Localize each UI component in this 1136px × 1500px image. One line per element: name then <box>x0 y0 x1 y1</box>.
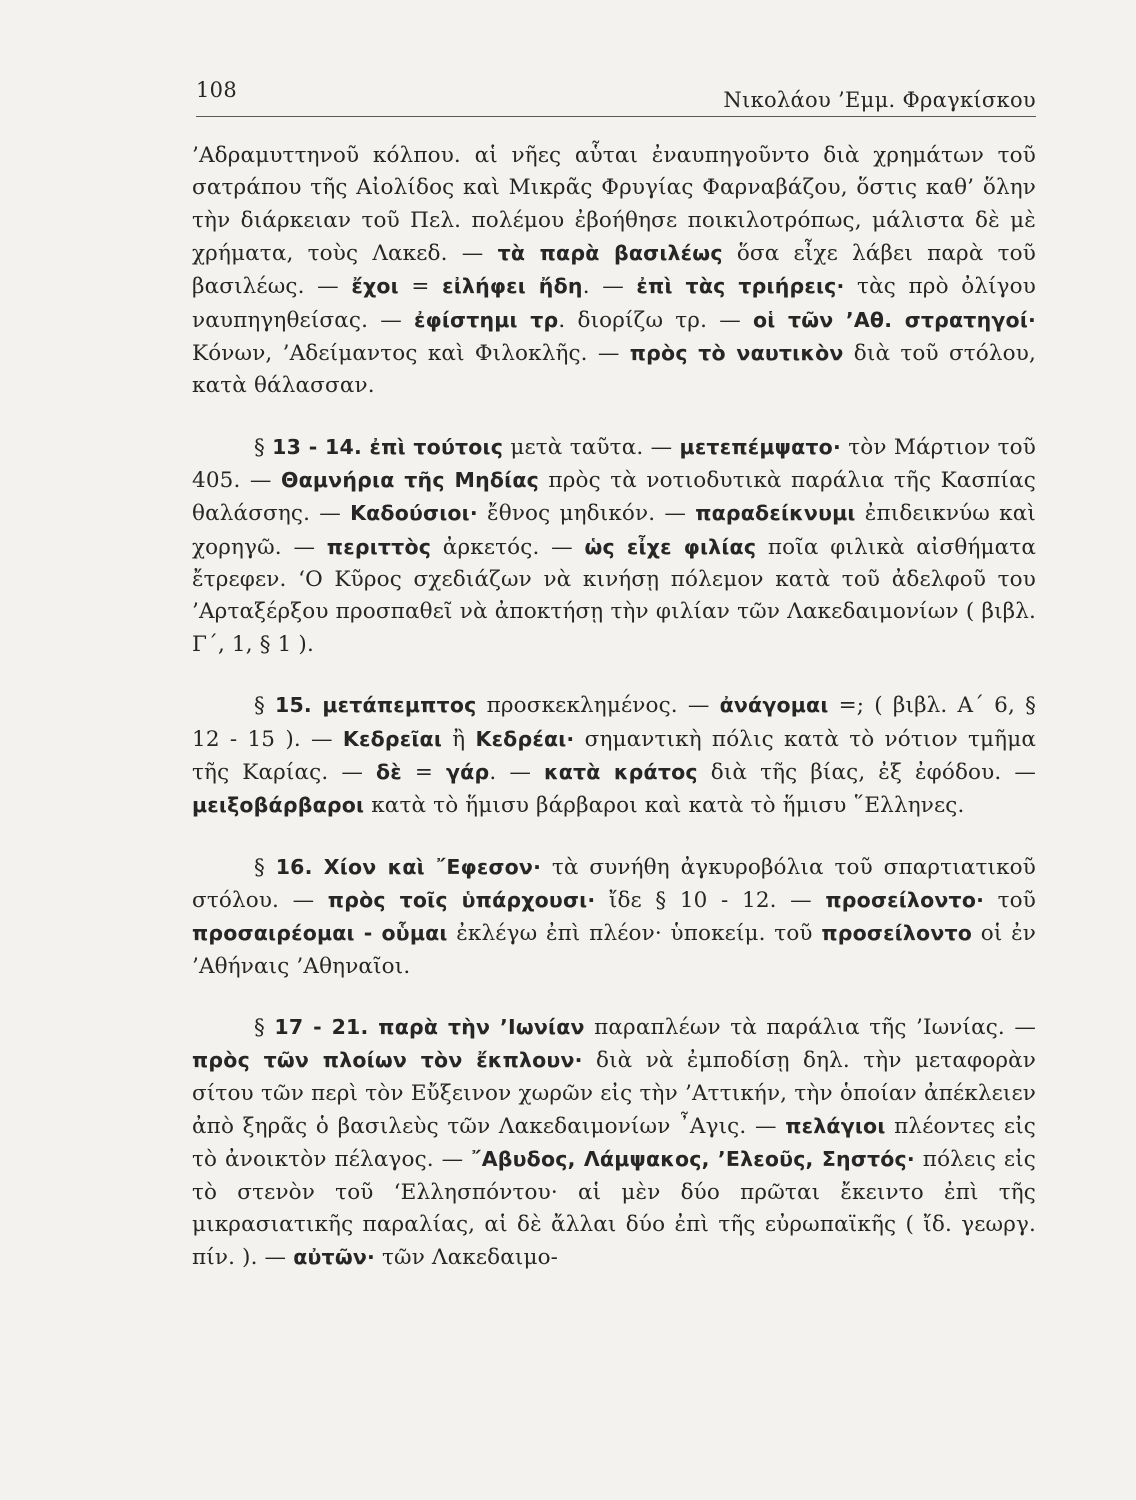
lemma: ὡς εἶχε φιλίας <box>584 534 757 559</box>
lemma: 17 - 21. παρὰ τὴν ’Ιωνίαν <box>274 1014 585 1039</box>
gloss-text: πλέοντες εἰς τὸ ἀνοικτὸν πέλαγος. — <box>192 1113 1036 1173</box>
gloss-text: ἢ <box>442 726 476 752</box>
gloss-text: διὰ νὰ ἐμποδίσῃ δηλ. τὴν μεταφορὰν σίτου τῶν περὶ τὸν Εὔξεινον χωρῶν εἰς τὴν ’Αττικήν, τὴν ὁποίαν ἀπέκλειεν ἀπὸ ξηρᾶς ὁ βασιλεὺς τῶν Λακεδαιμονίων ῏Αγις. — <box>192 1048 1036 1139</box>
page-number: 108 <box>196 78 237 102</box>
paragraph <box>192 431 1036 661</box>
gloss-text: . — <box>582 274 637 300</box>
lemma: κατὰ κράτος <box>543 759 698 784</box>
gloss-text: προσκεκλημένος. — <box>476 693 720 719</box>
gloss-text: τὰς πρὸ ὀλίγου ναυπηγηθείσας. — <box>192 274 1036 333</box>
gloss-text: . διορίζω τρ. — <box>558 307 753 333</box>
gloss-text: διὰ τοῦ στόλου, κατὰ θάλασσαν. <box>192 341 1036 399</box>
running-header <box>196 70 1036 117</box>
gloss-text: οἱ ἐν ’Αθήναις ’Αθηναῖοι. <box>192 921 1036 979</box>
lemma: μετεπέμψατο· <box>679 434 841 459</box>
lemma: 16. Χίον καὶ ῎Εφεσον· <box>275 854 542 879</box>
gloss-text: τῶν Λακεδαιμο- <box>374 1245 559 1271</box>
gloss-text: § <box>254 693 275 719</box>
lemma: Κεδρεῖαι <box>342 726 443 751</box>
gloss-text: = <box>398 274 443 300</box>
lemma: ἐπὶ τὰς τριήρεις· <box>636 274 845 299</box>
gloss-text: § <box>254 434 273 460</box>
lemma: δὲ <box>375 759 402 784</box>
gloss-text: ἔθνος μηδικόν. — <box>477 501 696 527</box>
commentary-body <box>192 140 1036 1275</box>
gloss-text: Κόνων, ’Αδείμαντος καὶ Φιλοκλῆς. — <box>192 341 630 367</box>
lemma: αὐτῶν· <box>293 1245 375 1270</box>
lemma: ἔχοι <box>351 274 399 299</box>
lemma: Καδούσιοι· <box>350 501 478 526</box>
lemma: προσείλοντο <box>821 921 973 946</box>
gloss-text: . — <box>489 759 544 785</box>
lemma: οἱ τῶν ’Αθ. στρατηγοί· <box>752 307 1036 332</box>
lemma: ἀνάγομαι <box>719 693 829 718</box>
gloss-text: § <box>254 854 276 880</box>
lemma: παραδείκνυμι <box>695 501 856 526</box>
lemma: γάρ <box>446 759 490 784</box>
gloss-text: =; ( βιβλ. Α΄ 6, § 12 - 15 ). — <box>192 693 1036 752</box>
gloss-text: ὅσα εἶχε λάβει παρὰ τοῦ βασιλέως. — <box>192 241 1036 300</box>
lemma: ῎Αβυδος, Λάμψακος, ’Ελεοῦς, Σηστός· <box>471 1147 915 1172</box>
lemma: πελάγιοι <box>785 1113 886 1138</box>
gloss-text: § <box>254 1014 275 1040</box>
gloss-text: ἴδε § 10 - 12. — <box>595 887 826 913</box>
gloss-text: τοῦ <box>984 887 1036 913</box>
paragraph <box>192 1011 1036 1275</box>
lemma: πρὸς τοῖς ὑπάρχουσι· <box>327 887 596 912</box>
gloss-text: ποῖα φιλικὰ αἰσθήματα ἔτρεφεν. ‘Ο Κῦρος σχεδιάζων νὰ κινήσῃ πόλεμον κατὰ τοῦ ἀδελφοῦ του ’Αρταξέρξου προσπαθεῖ νὰ ἀποκτήσῃ τὴν φιλίαν τῶν Λακεδαιμονίων ( βιβλ. Γ΄, 1, § 1 ). <box>192 534 1036 657</box>
lemma: προσαιρέομαι - οὗμαι <box>192 921 448 946</box>
lemma: ἐφίστημι τρ <box>414 307 559 332</box>
lemma: περιττὸς <box>326 534 432 559</box>
lemma: εἰλήφει ἤδη <box>442 274 583 299</box>
gloss-text: = <box>401 759 447 785</box>
gloss-text: σημαντικὴ πόλις κατὰ τὸ νότιον τμῆμα τῆς Καρίας. — <box>192 726 1037 785</box>
paragraph <box>192 140 1036 403</box>
lemma: τὰ παρὰ βασιλέως <box>497 241 723 266</box>
lemma: Θαμνήρια τῆς Μηδίας <box>280 468 539 493</box>
running-title: Νικολάου ’Εμμ. Φραγκίσκου <box>723 88 1036 112</box>
gloss-text: πρὸς τὰ νοτιοδυτικὰ παράλια τῆς Κασπίας θαλάσσης. — <box>192 468 1036 527</box>
lemma: προσείλοντο· <box>825 887 985 912</box>
lemma: μειξοβάρβαροι <box>192 793 365 818</box>
lemma: 15. μετάπεμπτος <box>275 693 477 718</box>
gloss-text: ἀρκετός. — <box>431 534 585 560</box>
lemma: πρὸς τῶν πλοίων τὸν ἔκπλουν· <box>192 1048 583 1073</box>
gloss-text: τὸν Μάρτιον τοῦ 405. — <box>192 434 1037 494</box>
gloss-text: ’Αδραμυττηνοῦ κόλπου. αἱ νῆες αὗται ἐναυπηγοῦντο διὰ χρημάτων τοῦ σατράπου τῆς Αἰολίδος καὶ Μικρᾶς Φρυγίας Φαρναβάζου, ὅστις καθ’ ὅλην τὴν διάρκειαν τοῦ Πελ. πολέμου ἐβοήθησε ποικιλοτρόπως, μάλιστα δὲ μὲ χρήματα, τοὺς Λακεδ. — <box>192 143 1036 267</box>
gloss-text: τὰ συνήθη ἀγκυροβόλια τοῦ σπαρτιατικοῦ στόλου. — <box>192 854 1037 913</box>
gloss-text: ἐπιδεικνύω καὶ χορηγῶ. — <box>192 501 1036 560</box>
lemma: πρὸς τὸ ναυτικὸν <box>629 341 844 366</box>
paragraph <box>192 689 1036 822</box>
gloss-text: διὰ τῆς βίας, ἐξ ἐφόδου. — <box>697 759 1036 785</box>
gloss-text: πόλεις εἰς τὸ στενὸν τοῦ ‘Ελλησπόντου· αἱ μὲν δύο πρῶται ἔκειντο ἐπὶ τῆς μικρασιατικῆς παραλίας, αἱ δὲ ἄλλαι δύο ἐπὶ τῆς εὐρωπαϊκῆς ( ἴδ. γεωργ. πίν. ). — <box>192 1147 1036 1271</box>
gloss-text: ἐκλέγω ἐπὶ πλέον· ὑποκείμ. τοῦ <box>447 921 822 947</box>
gloss-text: κατὰ τὸ ἥμισυ βάρβαροι καὶ κατὰ τὸ ἥμισυ ῞Ελληνες. <box>364 793 965 819</box>
lemma: 13 - 14. ἐπὶ τούτοις <box>272 434 504 459</box>
paragraph <box>192 851 1036 983</box>
gloss-text: παραπλέων τὰ παράλια τῆς ’Ιωνίας. — <box>584 1014 1037 1040</box>
gloss-text: μετὰ ταῦτα. — <box>503 434 680 460</box>
lemma: Κεδρέαι· <box>475 726 575 751</box>
